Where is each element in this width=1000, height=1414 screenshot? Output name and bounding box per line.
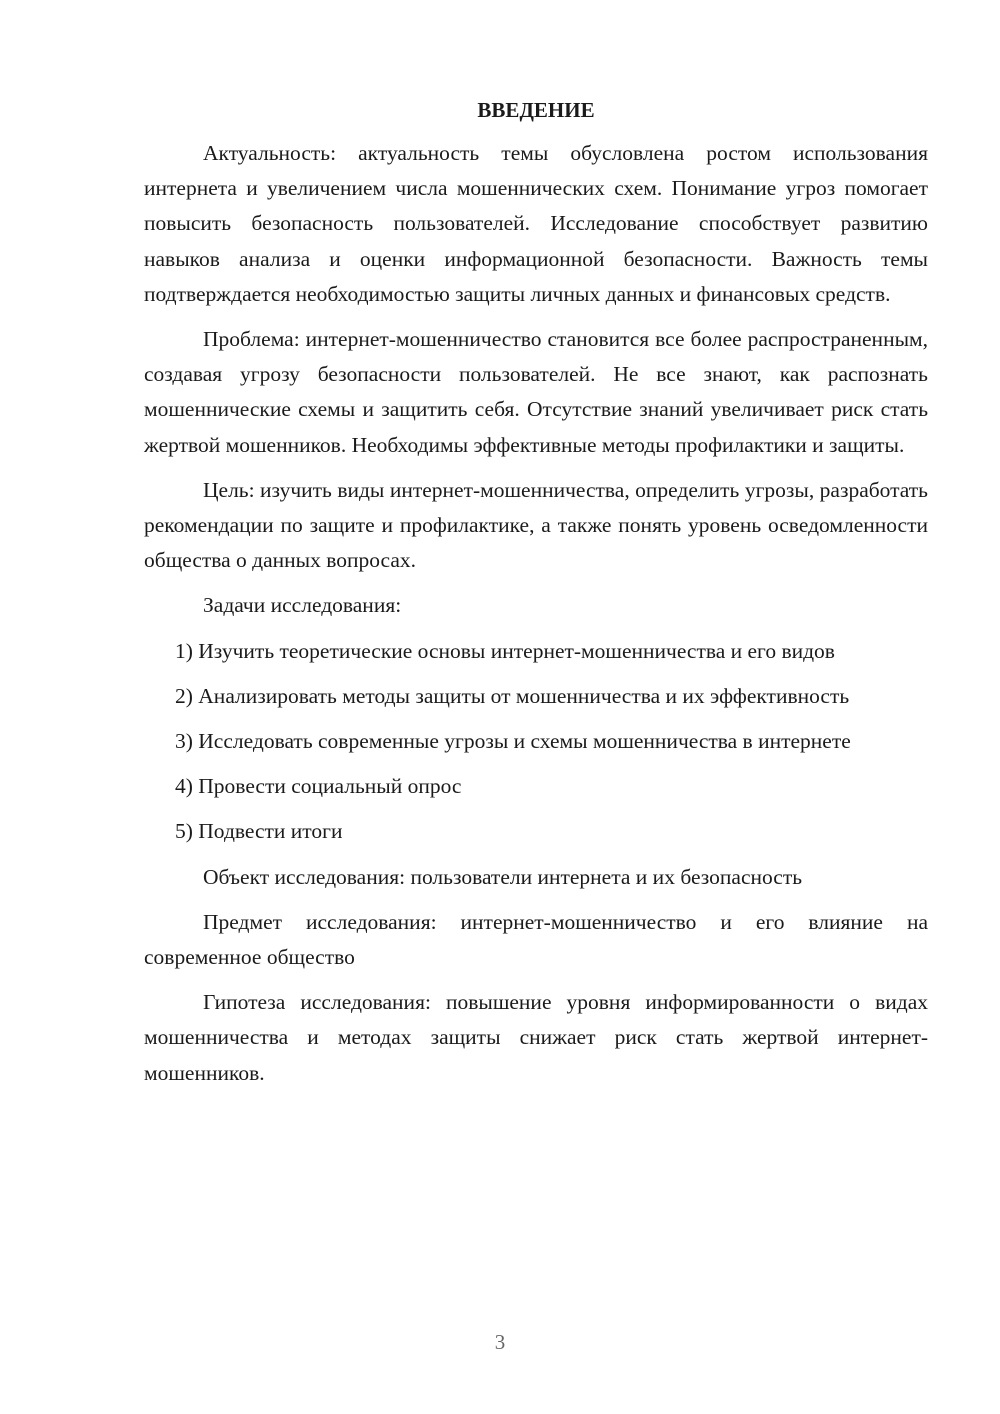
hypothesis-paragraph: Гипотеза исследования: повышение уровня информированности о видах мошенничества и методах защиты снижает риск стать жертвой интернет-мошенников.	[144, 990, 928, 1085]
task-item-5: 5) Подвести итоги	[175, 819, 343, 844]
task-item-2: 2) Анализировать методы защиты от мошенничества и их эффективность	[175, 683, 850, 708]
task-item-1: 1) Изучить теоретические основы интернет-мошенничества и его видов	[175, 638, 835, 663]
tasks-title: Задачи исследования:	[203, 593, 402, 618]
relevance-paragraph: Актуальность: актуальность темы обусловлена ростом использования интернета и увеличением числа мошеннических схем. Понимание угроз помогает повысить безопасность пользователей. Исследование способствует развитию навыков анализа и оценки информационной безопасности. Важность темы подтверждается необходимостью защиты личных данных и финансовых средств.	[144, 141, 928, 306]
page-content	[144, 92, 928, 1101]
problem-paragraph: Проблема: интернет-мошенничество становится все более распространенным, создавая угрозу безопасности пользователей. Не все знают, как распознать мошеннические схемы и защитить себя. Отсутствие знаний увеличивает риск стать жертвой мошенников. Необходимы эффективные методы профилактики и защиты.	[144, 327, 928, 457]
task-item-4: 4) Провести социальный опрос	[175, 774, 462, 799]
object-paragraph: Объект исследования: пользователи интернета и их безопасность	[203, 864, 803, 889]
subject-paragraph: Предмет исследования: интернет-мошенничество и его влияние на современное общество	[144, 909, 928, 970]
section-heading: ВВЕДЕНИЕ	[477, 98, 595, 122]
task-item-3: 3) Исследовать современные угрозы и схемы мошенничества в интернете	[175, 729, 851, 754]
goal-paragraph: Цель: изучить виды интернет-мошенничества, определить угрозы, разработать рекомендации по защите и профилактике, а также понять уровень осведомленности общества о данных вопросах.	[144, 477, 928, 573]
page-number: 3	[494, 1330, 506, 1354]
